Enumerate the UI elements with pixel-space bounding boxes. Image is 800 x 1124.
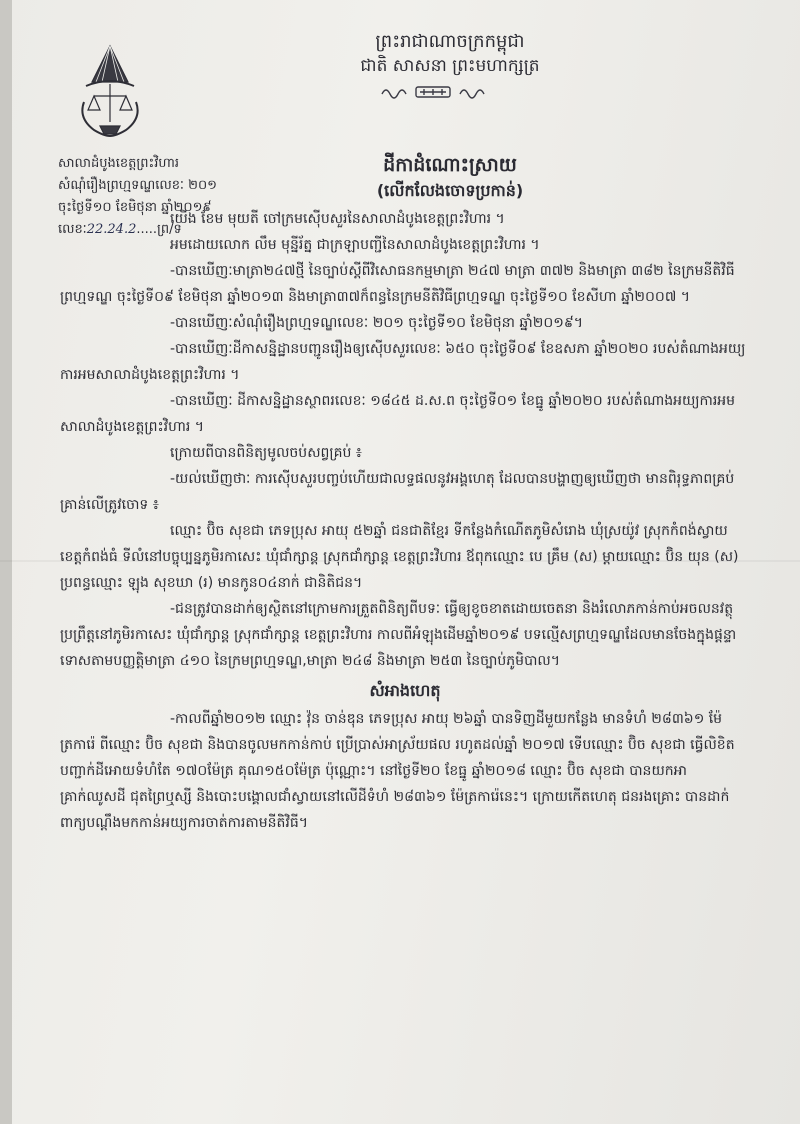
- paragraph-legal-basis: -បានឃើញៈមាត្រា២៤៧ថ្មី នៃច្បាប់ស្តីពីវិសោធនកម្មមាត្រា ២៤៧ មាត្រា ៣៧២ និងមាត្រា ៣៨២ នៃក្រមនីតិវិធីព្រហ្មទណ្ឌ ចុះថ្ងៃទី០៩ ខែមិថុនា ឆ្នាំ២០១៣ និងមាត្រា៣៧ក៏ពន្ធនៃក្រមនីតិវិធីព្រហ្មទណ្ឌ ចុះថ្ងៃទី១០ ខែសីហា ឆ្នាំ២០០៧ ។: [60, 263, 735, 305]
- kingdom-header: [300, 30, 600, 78]
- reference-prefix: លេខៈ: [58, 222, 87, 237]
- court-name: សាលាដំបូងខេត្តព្រះវិហារ: [58, 156, 179, 171]
- court-emblem-icon: [72, 42, 148, 142]
- document-title: ដីកាដំណោះស្រាយ: [383, 154, 517, 176]
- paragraph-after-review: ក្រោយពីបានពិនិត្យមូលចប់សព្វគ្រប់ ៖: [170, 445, 362, 461]
- document-body: [60, 206, 750, 836]
- national-motto: ជាតិ សាសនា ព្រះមហាក្សត្រ: [360, 56, 540, 76]
- reference-handwritten: 22.24.2: [86, 222, 137, 237]
- judge-line: យើង ខែម មុយតី ចៅក្រមស៊ើបសួរនៃសាលាដំបូងខេត្តព្រះវិហារ ។: [170, 211, 505, 227]
- paragraph-accused-identity: ឈ្មោះ ប៊ិច សុខជា ភេទប្រុស អាយុ ៥២ឆ្នាំ ជនជាតិខ្មែរ ទីកន្លែងកំណើតភូមិសំរោង ឃុំស្រយ៉ូវ ស្រុកកំពង់ស្វាយ ខេត្តកំពង់ធំ ទីលំនៅបច្ចុប្បន្នភូមិរកាសេះ ឃុំជាំក្សាន្ត ស្រុកជាំក្សាន្ត ខេត្តព្រះវិហារ ឪពុកឈ្មោះ បេ គ្រឹម (ស) ម្តាយឈ្មោះ ប៊ិន យុន (ស) ប្រពន្ធឈ្មោះ ឡុង សុខឃា (រ) មានកូន០៤នាក់ ជានិតិជន។: [60, 523, 739, 591]
- paragraph-facts: -កាលពីឆ្នាំ២០១២ ឈ្មោះ វ៉ុន ចាន់ឌុន ភេទប្រុស អាយុ ២៦ឆ្នាំ បានទិញដីមួយកន្លែង មានទំហំ ២៨៣៦១ ម៉ែត្រការ៉េ ពីឈ្មោះ ប៊ិច សុខជា និងបានចូលមកកាន់កាប់ ប្រើប្រាស់អាស្រ័យផល រហូតដល់ឆ្នាំ ២០១៧ ទើបឈ្មោះ ប៊ិច សុខជា ធ្វើលិខិតបញ្ជាក់ដីអោយទំហំតែ ១៧០ម៉ែត្រ គុណ១៥០ម៉ែត្រ ប៉ុណ្ណោះ។ នៅថ្ងៃទី២០ ខែធ្នូ ឆ្នាំ២០១៨ ឈ្មោះ ប៊ិច សុខជា បានយកអាគ្រាក់ឈូសដី ជុតព្រៃឬស្សី និងបោះបង្គោលជាំស្វាយនៅលើដីទំហំ ២៨៣៦១ ម៉ែត្រការ៉េនេះ។ ក្រោយកើតហេតុ ជនរងគ្រោះ បានដាក់ពាក្យបណ្តឹងមកកាន់អយ្យការចាត់ការតាមនីតិវិធី។: [60, 711, 735, 831]
- reference-suffix: .....ព្រ/ទ: [136, 222, 182, 237]
- document-subtitle: (លើកលែងចោទប្រកាន់): [376, 181, 524, 200]
- paragraph-finding: -យល់ឃើញថាៈ ការស៊ើបសួរបញ្ចប់ហើយជាលទ្ធផលនូវអង្គហេតុ ដែលបានបង្ហាញឲ្យឃើញថា មានពិរុទ្ធភាពគ្រប់គ្រាន់លើត្រូវចោទ ៖: [60, 471, 735, 513]
- case-date: ចុះថ្ងៃទី១០ ខែមិថុនា ឆ្នាំ២០១៩: [58, 200, 212, 215]
- case-file-number: សំណុំរឿងព្រហ្មទណ្ឌលេខៈ ២០១: [58, 178, 217, 193]
- paper-edge-shadow: [0, 0, 12, 1124]
- document-title-block: [300, 152, 600, 204]
- decorative-ornament-icon: [378, 84, 488, 100]
- paragraph-charges: -ជនត្រូវបានដាក់ឲ្យស្ថិតនៅក្រោមការត្រួតពិនិត្យពីបទៈ ធ្វើឲ្យខូចខាតដោយចេតនា និងរំលោភកាន់កាប់អចលនវត្ថុ ប្រព្រឹត្តនៅភូមិរកាសេះ ឃុំជាំក្សាន្ត ស្រុកជាំក្សាន្ត ខេត្តព្រះវិហារ កាលពីអំឡុងដើមឆ្នាំ២០១៩ បទល្មើសព្រហ្មទណ្ឌដែលមានចែងក្នុងផ្តន្ទាទោសតាមបញ្ញត្តិមាត្រា ៤១០ នៃក្រមព្រហ្មទណ្ឌ,មាត្រា ២៤៨ និងមាត្រា ២៥៣ នៃច្បាប់ភូមិបាល។: [60, 601, 737, 669]
- clerk-line: អមដោយលោក លឹម មុន្នីរ័ត្ន ជាក្រឡាបញ្ជីនៃសាលាដំបូងខេត្តព្រះវិហារ ។: [170, 237, 540, 253]
- kingdom-name: ព្រះរាជាណាចក្រកម្ពុជា: [375, 31, 525, 52]
- section-heading-reasons: សំអាងហេតុ: [369, 681, 441, 700]
- paragraph-final-submission: -បានឃើញៈ ដីកាសន្និដ្ឋានស្ថាពរលេខៈ ១៨៤៥ ដ.ស.ព ចុះថ្ងៃទី០១ ខែធ្នូ ឆ្នាំ២០២០ របស់តំណាងអយ្យការអមសាលាដំបូងខេត្តព្រះវិហារ ។: [60, 393, 736, 435]
- paragraph-case-file: -បានឃើញៈសំណុំរឿងព្រហ្មទណ្ឌលេខៈ ២០១ ចុះថ្ងៃទី១០ ខែមិថុនា ឆ្នាំ២០១៩។: [170, 315, 583, 331]
- paragraph-investigation-order: -បានឃើញៈដីកាសន្និដ្ឋានបញ្ជូនរឿងឲ្យស៊ើបសួរលេខៈ ៦៥០ ចុះថ្ងៃទី០៩ ខែឧសភា ឆ្នាំ២០២០ របស់តំណាងអយ្យការអមសាលាដំបូងខេត្តព្រះវិហារ ។: [60, 341, 746, 383]
